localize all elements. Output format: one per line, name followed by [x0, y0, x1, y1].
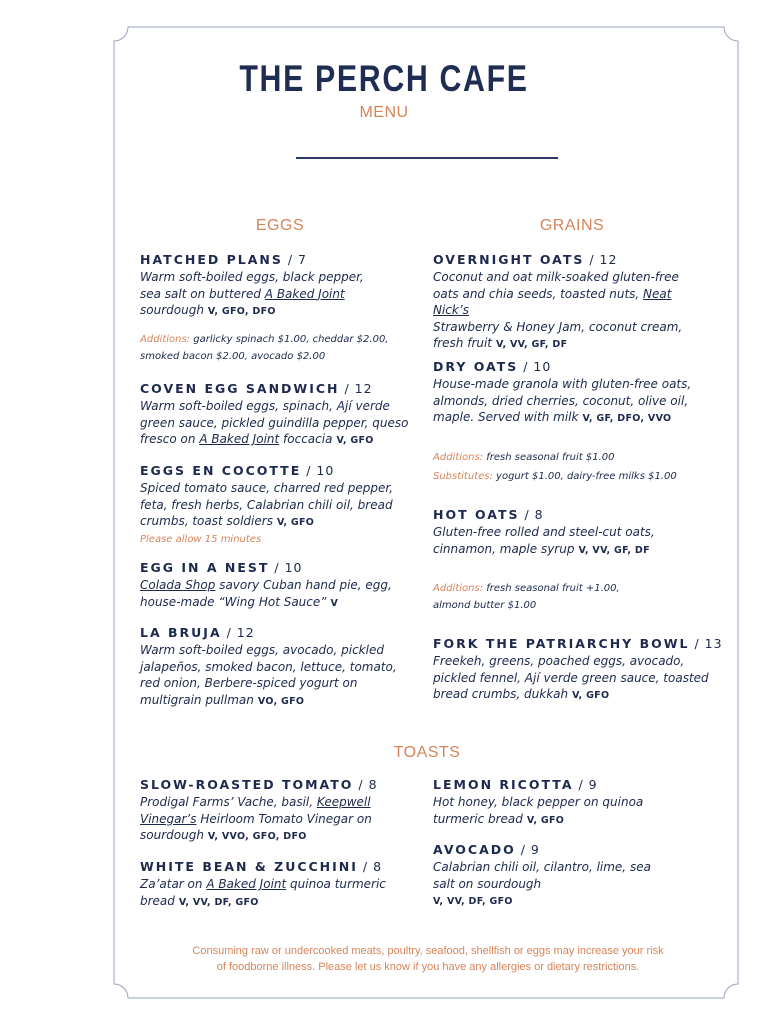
- item-price: / 10: [269, 560, 303, 575]
- item-name: OVERNIGHT OATS: [433, 252, 585, 267]
- dietary-tags: V, GF, DFO, VVO: [582, 413, 672, 424]
- item-description: Prodigal Farms’ Vache, basil, Keepwell Vinegar’s Heirloom Tomato Vinegar on sourdough V, VVO, GFO, DFO: [140, 795, 372, 842]
- keepwell-link[interactable]: Keepwell: [316, 795, 371, 809]
- eggs-additions: Additions: garlicky spinach $1.00, cheddar $2.00, smoked bacon $2.00, avocado $2.00: [140, 334, 389, 362]
- item-name: HOT OATS: [433, 507, 520, 522]
- item-description: Warm soft-boiled eggs, spinach, Ají verde green sauce, pickled guindilla pepper, queso fresco on A Baked Joint foccacia V, GFO: [140, 399, 409, 446]
- menu-item-overnight-oats: [433, 251, 701, 354]
- item-note: Please allow 15 minutes: [140, 533, 262, 545]
- item-description: House-made granola with gluten-free oats, almonds, dried cherries, coconut, olive oil, maple. Served with milk V, GF, DFO, VVO: [433, 377, 692, 424]
- dietary-tags: V: [330, 597, 339, 609]
- item-price: / 9: [573, 777, 598, 792]
- item-price: / 12: [221, 625, 255, 640]
- menu-item-hatched-plans: [140, 251, 412, 321]
- item-price: / 8: [353, 777, 378, 792]
- section-title-eggs: EGGS: [255, 217, 305, 234]
- item-name: FORK THE PATRIARCHY BOWL: [433, 636, 690, 651]
- item-name: HATCHED PLANS: [140, 252, 283, 267]
- item-price: / 8: [519, 507, 544, 522]
- item-description: Warm soft-boiled eggs, avocado, pickled jalapeños, smoked bacon, lettuce, tomato, red onion, Berbere-spiced yogurt on multigrain pullman VO, GFO: [140, 643, 397, 707]
- dietary-tags: V, VV, GF, DF: [496, 339, 568, 350]
- item-name: WHITE BEAN & ZUCCHINI: [140, 859, 358, 874]
- dietary-tags: V, GFO: [572, 690, 610, 701]
- item-description: Colada Shop savory Cuban hand pie, egg, house-made “Wing Hot Sauce” V: [140, 578, 392, 609]
- item-name: LEMON RICOTTA: [433, 777, 574, 792]
- menu-item-fork-the-patriarchy-bowl: [433, 635, 723, 705]
- menu-item-eggs-en-cocotte: [140, 462, 412, 548]
- page-subtitle: MENU: [359, 104, 409, 121]
- menu-item-white-bean-zucchini: [140, 858, 412, 911]
- neat-nicks-link[interactable]: Neat Nick’s: [433, 286, 672, 317]
- menu-item-hot-oats: [433, 506, 701, 559]
- dietary-tags: V, GFO: [276, 517, 315, 528]
- dietary-tags: VO, GFO: [257, 695, 305, 707]
- item-description: Spiced tomato sauce, charred red pepper, feta, fresh herbs, Calabrian chili oil, bread crumbs, toast soldiers V, GFO: [140, 481, 394, 528]
- menu-item-egg-in-a-nest: [140, 559, 412, 612]
- item-name: SLOW-ROASTED TOMATO: [140, 777, 354, 792]
- item-name: EGG IN A NEST: [140, 560, 270, 575]
- item-price: / 12: [584, 252, 618, 267]
- dietary-tags: V, GFO, DFO: [207, 306, 276, 317]
- a-baked-joint-link[interactable]: A Baked Joint: [264, 286, 345, 301]
- menu-item-lemon-ricotta: [433, 776, 701, 829]
- section-title-toasts: TOASTS: [393, 744, 461, 761]
- a-baked-joint-link[interactable]: A Baked Joint: [206, 877, 287, 891]
- item-price: / 13: [689, 636, 723, 651]
- menu-item-coven-egg-sandwich: [140, 380, 416, 450]
- item-description: Hot honey, black pepper on quinoa turmeric bread V, GFO: [433, 795, 644, 826]
- dietary-tags: V, GFO: [526, 814, 565, 826]
- item-price: / 10: [301, 463, 335, 478]
- item-price: / 10: [518, 359, 552, 374]
- item-description: Freekeh, greens, poached eggs, avocado, pickled fennel, Ají verde green sauce, toasted bread crumbs, dukkah V, GFO: [433, 654, 709, 701]
- title-divider: [296, 157, 558, 159]
- item-price: / 9: [515, 842, 540, 857]
- dietary-tags: V, GFO: [336, 435, 374, 446]
- item-description: Calabrian chili oil, cilantro, lime, sea salt on sourdough V, VV, DF, GFO: [433, 860, 651, 907]
- item-description: Gluten-free rolled and steel-cut oats, cinnamon, maple syrup V, VV, GF, DF: [433, 525, 655, 556]
- dry-oats-additions: Additions: fresh seasonal fruit $1.00 Substitutes: yogurt $1.00, dairy-free milks $1.00: [433, 452, 677, 482]
- allergy-disclaimer: Consuming raw or undercooked meats, poultry, seafood, shellfish or eggs may increase your risk of foodborne illness. Please let us know if you have any allergies or dietary restrictions.: [192, 945, 664, 973]
- item-name: DRY OATS: [433, 359, 519, 374]
- a-baked-joint-link[interactable]: A Baked Joint: [199, 432, 280, 446]
- item-name: COVEN EGG SANDWICH: [140, 381, 340, 396]
- page-title: THE PERCH CAFE: [239, 58, 529, 99]
- dietary-tags: V, VV, GF, DF: [578, 544, 650, 556]
- item-description: Warm soft-boiled eggs, black pepper, sea salt on buttered A Baked Joint sourdough V, GFO, DFO: [140, 270, 364, 317]
- item-name: AVOCADO: [433, 842, 516, 857]
- item-price: / 8: [357, 859, 383, 874]
- menu-item-slow-roasted-tomato: [140, 776, 412, 846]
- item-price: / 7: [282, 252, 307, 267]
- colada-shop-link[interactable]: Colada Shop: [140, 578, 216, 592]
- item-description: Coconut and oat milk-soaked gluten-free oats and chia seeds, toasted nuts, Neat Nick’s Strawberry & Honey Jam, coconut cream, fresh fruit V, VV, GF, DF: [433, 270, 683, 350]
- dietary-tags: V, VV, DF, GFO: [433, 896, 513, 907]
- item-name: EGGS EN COCOTTE: [140, 463, 302, 478]
- item-name: LA BRUJA: [140, 625, 222, 640]
- dietary-tags: V, VV, DF, GFO: [178, 896, 259, 908]
- keepwell-vinegars-link[interactable]: Vinegar’s: [140, 811, 197, 826]
- menu-item-la-bruja: [140, 624, 412, 710]
- item-description: Za’atar on A Baked Joint quinoa turmeric bread V, VV, DF, GFO: [140, 877, 386, 908]
- hot-oats-additions: Additions: fresh seasonal fruit +1.00, almond butter $1.00: [433, 583, 620, 611]
- menu-item-avocado: [433, 841, 701, 911]
- section-title-grains: GRAINS: [539, 217, 605, 234]
- item-price: / 12: [339, 381, 373, 396]
- menu-item-dry-oats: [433, 358, 701, 428]
- dietary-tags: V, VVO, GFO, DFO: [207, 831, 307, 842]
